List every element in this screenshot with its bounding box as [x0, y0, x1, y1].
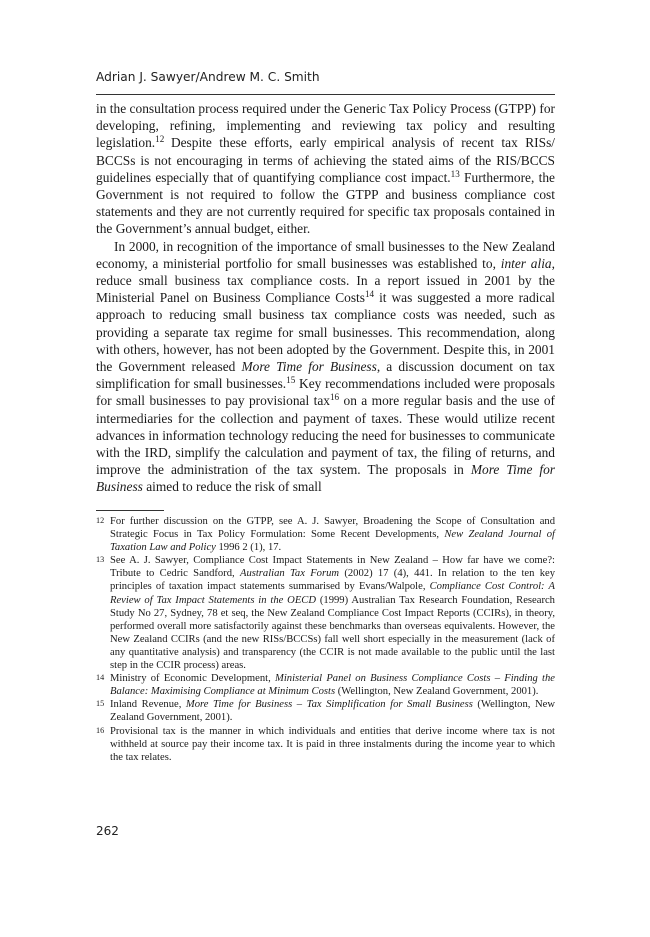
- footnote-ref-15[interactable]: 15: [286, 375, 296, 386]
- footnote-ref-12[interactable]: 12: [155, 134, 165, 145]
- header-rule: [96, 94, 555, 95]
- footnote-15: [96, 698, 555, 724]
- footnote-text: Ministry of Economic Development, Ministerial Panel on Business Compliance Costs – Finding the Balance: Maximising Compliance at Minimum Costs (Wellington, New Zealand Government, 2001).: [110, 673, 555, 698]
- footnote-ref-14[interactable]: 14: [364, 289, 375, 300]
- footnote-number: 12: [96, 516, 105, 525]
- footnote-12: [96, 515, 555, 554]
- footnote-number: 16: [96, 725, 105, 735]
- footnote-number: 15: [96, 699, 105, 709]
- running-head: Adrian J. Sawyer/Andrew M. C. Smith: [96, 70, 320, 84]
- body-text: [96, 100, 555, 496]
- footnote-text: Provisional tax is the manner in which individuals and entities that derive income where tax is not withheld at source pay their income tax. It is paid in three instalments during the income year to which the tax relates.: [110, 725, 555, 763]
- footnote-rule: [96, 510, 164, 511]
- footnote-ref-13[interactable]: 13: [450, 168, 460, 179]
- footnote-text: Inland Revenue, More Time for Business – Tax Simplification for Small Business (Wellington, New Zealand Government, 2001).: [110, 699, 555, 724]
- footnote-text: For further discussion on the GTPP, see A. J. Sawyer, Broadening the Scope of Consultation and Strategic Focus in Tax Policy Formulation: Some Recent Developments, New Zealand Journal of Taxation Law and Policy 1996 2 (1), 17.: [110, 516, 555, 554]
- footnote-16: [96, 725, 555, 764]
- footnote-13: [96, 554, 555, 672]
- paragraph-1: in the consultation process required under the Generic Tax Policy Process (GTPP) for developing, refining, implementing and reviewing tax policy and resulting legislation.$^{12}$ Despite these efforts, early empirical analysis of recent tax RISs/ BCCSs is not encouraging in terms of achieving the stated aims of the RIS/BCCS guidelines especially that of quantifying compliance cost impact.$^{13}$ Furthermore, the Government is not required to follow the GTPP and business compliance cost statements and they are not currently required for specific tax proposals contained in the Government’s annual budget, either.: [96, 101, 555, 237]
- footnotes: [96, 515, 555, 764]
- paragraph-2: In 2000, in recognition of the importance of small businesses to the New Zealand economy, a ministerial portfolio for small businesses was established to, inter alia, reduce small business tax compliance costs. In a report issued in 2001 by the Ministerial Panel on Business Compliance Costs$^{14}$ it was suggested a more radical approach to reducing small business tax compliance costs was needed, such as providing a separate tax regime for small businesses. This recommendation, along with others, however, has not been adopted by the Government. Despite this, in 2001 the Government released More Time for Business, a discussion document on tax simplification for small businesses.$^{15}$ Key recommendations included were proposals for small businesses to pay provisional tax$^{16}$ on a more regular basis and the use of intermediaries for the collection and payment of taxes. These would utilize recent advances in information technology reducing the need for businesses to communicate with the IRD, simplify the calculation and payment of tax, the filing of returns, and improve the administration of the tax system. The proposals in More Time for Business aimed to reduce the risk of small: [96, 238, 556, 495]
- footnote-number: 14: [96, 673, 105, 683]
- page-number: 262: [96, 824, 119, 838]
- footnote-number: 13: [96, 555, 105, 565]
- footnote-text: See A. J. Sawyer, Compliance Cost Impact Statements in New Zealand – How far have we come?: Tribute to Cedric Sandford, Australian Tax Forum (2002) 17 (4), 441. In relation to the ten key principles of taxation impact statements summarised by Evans/Walpole, Compliance Cost Control: A Review of Tax Impact Statements in the OECD (1999) Australian Tax Research Foundation, Research Study No 27, Sydney, 78 et seq, the New Zealand Compliance Cost Impact Reports (CCIRs), in theory, performed overall more satisfactorily against these benchmarks than overseas equivalents. However, the New Zealand CCIRs (and the new RISs/BCCSs) fall well short especially in the measurement (lack of any quantitative analysis) and transparency (the CCIR is not made available to the public until the last step in the CCIR process) areas.: [110, 555, 555, 672]
- footnote-ref-16[interactable]: 16: [329, 392, 340, 403]
- footnote-14: [96, 672, 555, 698]
